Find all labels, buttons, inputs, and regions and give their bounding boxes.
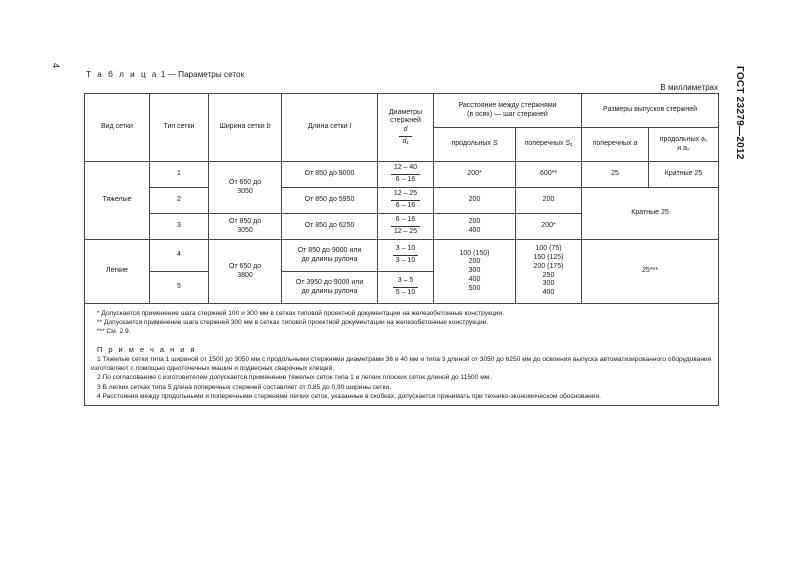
notes-row <box>85 304 719 406</box>
r4-s1-line-2: 150 (125) <box>533 254 564 261</box>
r4-length-line-2: до длины рулона <box>301 255 358 263</box>
r4-s1-line-6: 400 <box>542 289 555 296</box>
r3-s-line-2: 400 <box>468 226 481 234</box>
r4-length <box>282 240 378 272</box>
table-caption <box>86 70 244 79</box>
hdr-outlet-long <box>649 128 719 162</box>
r1-d: 12 – 40 <box>391 164 420 175</box>
r5-d1: 5 – 10 <box>395 289 416 296</box>
hdr-spacing-long-text: продольных <box>451 140 491 148</box>
r4-s1 <box>516 240 582 304</box>
r5-length <box>282 272 378 304</box>
r3-s-line-1: 200 <box>468 217 481 225</box>
r4-outlets-merged: 25*** <box>582 240 719 304</box>
hdr-diameters-text <box>380 109 431 127</box>
hdr-width-text: Ширина сетки <box>219 123 265 131</box>
r2-d: 12 – 25 <box>391 190 420 201</box>
r1-a1: Кратные 25 <box>649 162 719 188</box>
r4-s1-line-3: 200 (175) <box>533 262 564 270</box>
r4-s1-line-4: 250 <box>542 271 555 279</box>
r4-width-line-2: 3800 <box>237 271 253 279</box>
note-2: 2 По согласованию с изготовителем допускается применение тяжелых сеток типа 1 и легких плоских сеток длиной до 11500 мм. <box>97 374 492 382</box>
parameters-table <box>84 93 719 406</box>
r3-width-line-1: От 850 до <box>228 217 262 225</box>
hdr-spacing-cross <box>516 128 582 162</box>
r4-s <box>434 240 516 304</box>
notes-title: П р и м е ч а н и я <box>97 344 197 354</box>
hdr-outlet-long-line-1: продольных a₁ <box>659 135 708 143</box>
r1-width <box>209 162 282 214</box>
r1-width-line-2: 3050 <box>237 187 253 195</box>
r4-d: 3 – 10 <box>393 245 418 256</box>
hdr-outlet-cross-sym: a <box>633 140 638 148</box>
r5-diam <box>378 272 434 304</box>
r3-d1: 12 – 25 <box>393 228 418 235</box>
note-1: 1 Тяжелые сетки типа 1 шириной от 1500 до 3050 мм с продольными стержнями диаметрами 36 и 40 мм и типа 3 длиной от 3050 до 6250 мм до освоения выпуска автоматизированного оборудования изготовляют с помощью одноточечных машин и подвесных сварочных клещей. <box>91 356 712 373</box>
r1-type: 1 <box>150 162 209 188</box>
table-row <box>85 240 719 272</box>
parameters-table-wrap <box>84 93 718 406</box>
table-row <box>85 162 719 188</box>
table-row <box>85 188 719 214</box>
note-3: 3 В легких сетках типа 5 длина поперечных стержней составляет от 0,85 до 0,90 ширины сетки. <box>97 383 391 391</box>
r4-diam <box>378 240 434 272</box>
hdr-diam-den: d₁ <box>402 137 409 145</box>
r3-diam <box>378 214 434 240</box>
r1-s: 200* <box>434 162 516 188</box>
r4-width <box>209 240 282 304</box>
hdr-spacing-cross-sym: S₁ <box>565 140 573 148</box>
footnote-3: *** См. 2.9. <box>97 328 131 336</box>
r5-d: 3 – 5 <box>393 277 418 288</box>
r2-diam <box>378 188 434 214</box>
r4-s-line-5: 500 <box>468 284 481 292</box>
r2-length: От 850 до 5950 <box>282 188 378 214</box>
r2-s1: 200 <box>516 188 582 214</box>
hdr-width-symbol: b <box>266 123 271 131</box>
r4-s1-line-5: 300 <box>542 280 555 288</box>
light-label: Легкие <box>85 240 150 304</box>
hdr-spacing-cross-text: поперечных <box>524 140 564 148</box>
r5-length-line-1: От 3950 до 9000 или <box>295 278 364 286</box>
r1-a: 25 <box>582 162 649 188</box>
note-4: 4 Расстояния между продольными и поперечными стержнями легких сеток, указанные в скобках, допускается принимать при технико-экономическом обосновании. <box>97 392 601 400</box>
r3-d: 6 – 16 <box>391 216 420 227</box>
r2-s: 200 <box>434 188 516 214</box>
hdr-length-symbol: l <box>349 123 352 131</box>
notes-cell <box>85 304 719 406</box>
r4-type: 4 <box>150 240 209 272</box>
r2-outlets-merged: Кратные 25 <box>582 188 719 240</box>
hdr-diameters-line-2: стержней <box>390 117 421 125</box>
r3-width-line-2: 3050 <box>237 226 253 234</box>
r4-s1-line-1: 100 (75) <box>535 245 562 253</box>
heavy-label: Тяжелые <box>85 162 150 240</box>
hdr-length-text: Длина сетки <box>307 123 348 131</box>
r3-type: 3 <box>150 214 209 240</box>
r3-s <box>434 214 516 240</box>
footnote-1: * Допускается применение шага стержней 100 и 300 мм в сетках типовой проектной документации на железобетонные конструкции. <box>97 310 504 317</box>
hdr-diameters-line-1: Диаметры <box>388 108 423 116</box>
r1-d1: 6 – 16 <box>395 176 416 183</box>
hdr-outlet-long-line-2: и a₂ <box>677 144 690 152</box>
r1-diam <box>378 162 434 188</box>
footnote-2: ** Допускается применение шага стержней 300 мм в сетках типовой проектной документации на железобетонные конструкции. <box>97 319 489 327</box>
hdr-spacing <box>434 94 582 128</box>
r4-s-line-3: 300 <box>468 267 481 275</box>
r4-s-line-2: 200 <box>468 258 481 266</box>
hdr-spacing-long-sym: S <box>492 140 498 148</box>
hdr-length <box>282 94 378 162</box>
hdr-outlet-cross-text: поперечных <box>592 140 632 148</box>
r4-length-line-1: От 850 до 9000 или <box>297 246 362 254</box>
hdr-spacing-long <box>434 128 516 162</box>
hdr-width <box>209 94 282 162</box>
header-row-1 <box>85 94 719 128</box>
r3-s1: 200* <box>516 214 582 240</box>
hdr-diameters <box>378 94 434 162</box>
hdr-spacing-line-1: Расстояние между стержнями <box>458 101 557 109</box>
page-number: 4 <box>51 63 61 69</box>
hdr-diameters-fraction <box>399 126 411 147</box>
r5-length-line-2: до длины рулона <box>301 287 358 295</box>
hdr-type-name: Вид сетки <box>85 94 150 162</box>
units-note: В миллиметрах <box>660 83 718 92</box>
hdr-spacing-line-2: (в осях) — шаг стержней <box>467 110 548 118</box>
r2-type: 2 <box>150 188 209 214</box>
caption-prefix: Т а б л и ц а <box>86 70 159 79</box>
r2-d1: 6 – 16 <box>395 202 416 209</box>
hdr-diam-num: d <box>399 126 411 137</box>
r5-type: 5 <box>150 272 209 304</box>
r4-s-line-4: 400 <box>468 275 481 283</box>
hdr-outlets: Размеры выпусков стержней <box>582 94 719 128</box>
standard-id: ГОСТ 23279—2012 <box>734 66 745 160</box>
caption-text: 1 — Параметры сеток <box>158 70 245 79</box>
hdr-type-num: Тип сетки <box>150 94 209 162</box>
r4-s-line-1: 100 (150) <box>459 249 490 257</box>
r4-width-line-1: От 650 до <box>228 262 262 270</box>
hdr-outlet-cross <box>582 128 649 162</box>
r1-length: От 850 до 9000 <box>282 162 378 188</box>
r3-width <box>209 214 282 240</box>
r1-s1: 600** <box>516 162 582 188</box>
r1-width-line-1: От 650 до <box>228 178 262 186</box>
r4-d1: 3 – 10 <box>395 257 416 264</box>
r3-length: От 850 до 6250 <box>282 214 378 240</box>
